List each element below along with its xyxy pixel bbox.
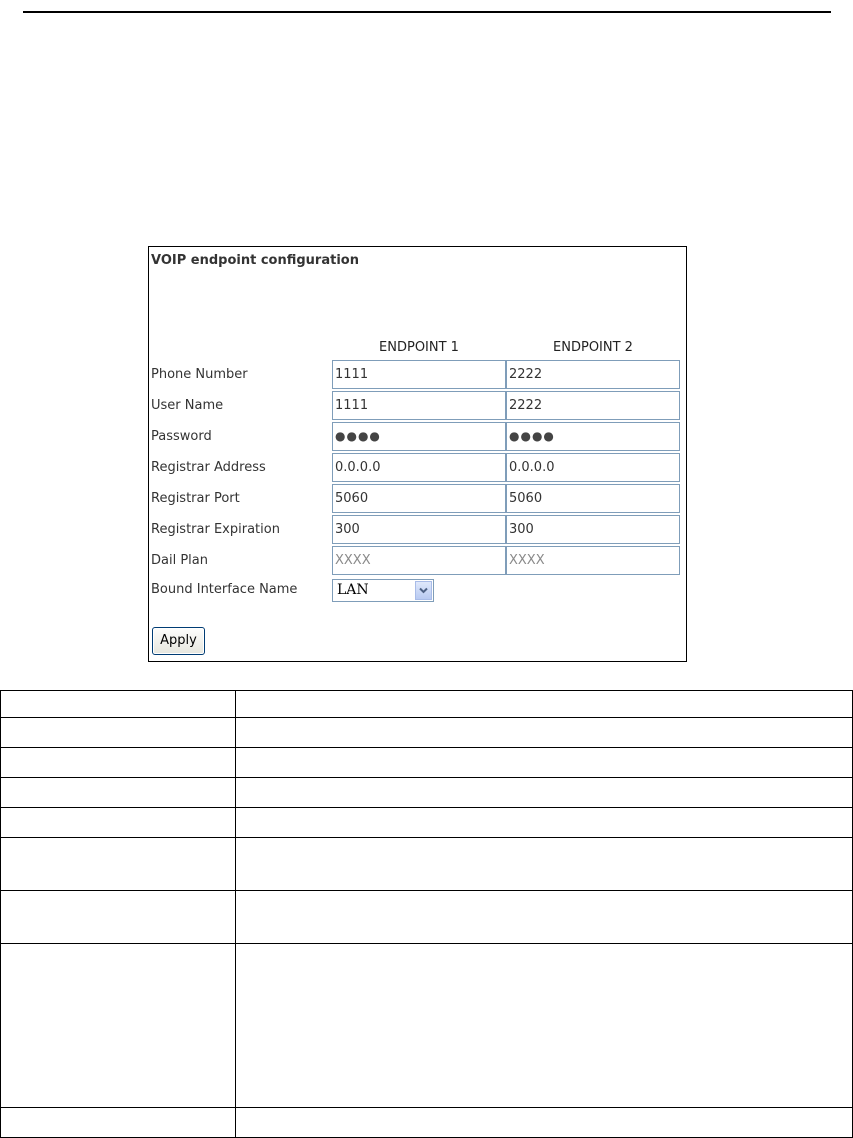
password-endpoint-1-input[interactable]: ●●●● [332, 422, 506, 451]
table-cell-name [1, 718, 236, 748]
column-header-endpoint-1: ENDPOINT 1 [379, 340, 459, 355]
label-registrar-expiration: Registrar Expiration [151, 522, 280, 537]
table-cell-name [1, 778, 236, 808]
table-cell-description [236, 778, 853, 808]
table-cell-name [1, 1108, 236, 1138]
bound-interface-selected-value: LAN [337, 582, 369, 598]
registrar-port-endpoint-2-input[interactable]: 5060 [506, 484, 680, 513]
table-cell-description [236, 838, 853, 891]
label-dial-plan: Dail Plan [151, 553, 208, 568]
label-user-name: User Name [151, 398, 224, 413]
table-row [1, 778, 853, 808]
registrar-port-endpoint-1-input[interactable]: 5060 [332, 484, 506, 513]
registrar-expiration-endpoint-2-input[interactable]: 300 [506, 515, 680, 544]
table-cell-name [1, 748, 236, 778]
registrar-address-endpoint-1-input[interactable]: 0.0.0.0 [332, 453, 506, 482]
label-registrar-address: Registrar Address [151, 460, 266, 475]
phone-number-endpoint-1-input[interactable]: 1111 [332, 360, 506, 389]
panel-title: VOIP endpoint configuration [151, 253, 359, 268]
dial-plan-endpoint-2-input[interactable]: XXXX [506, 546, 680, 575]
table-cell-description [236, 691, 853, 718]
apply-button[interactable]: Apply [152, 627, 205, 655]
description-table [0, 690, 853, 1138]
label-password: Password [151, 429, 212, 444]
table-cell-description [236, 718, 853, 748]
chevron-down-icon[interactable] [415, 581, 432, 600]
table-cell-name [1, 944, 236, 1108]
dial-plan-endpoint-1-input[interactable]: XXXX [332, 546, 506, 575]
table-cell-description [236, 944, 853, 1108]
column-header-endpoint-2: ENDPOINT 2 [553, 340, 633, 355]
user-name-endpoint-1-input[interactable]: 1111 [332, 391, 506, 420]
table-row [1, 718, 853, 748]
chevron-down-glyph [419, 587, 428, 594]
phone-number-endpoint-2-input[interactable]: 2222 [506, 360, 680, 389]
table-row [1, 944, 853, 1108]
voip-endpoint-panel [148, 246, 687, 662]
table-row [1, 1108, 853, 1138]
table-cell-description [236, 808, 853, 838]
table-row [1, 838, 853, 891]
table-row [1, 891, 853, 944]
table-cell-name [1, 838, 236, 891]
label-bound-interface-name: Bound Interface Name [151, 582, 298, 597]
table-cell-description [236, 891, 853, 944]
table-cell-description [236, 1108, 853, 1138]
bound-interface-select[interactable] [332, 579, 434, 602]
registrar-address-endpoint-2-input[interactable]: 0.0.0.0 [506, 453, 680, 482]
top-rule [23, 11, 831, 13]
table-row [1, 748, 853, 778]
table-row [1, 691, 853, 718]
label-phone-number: Phone Number [151, 367, 248, 382]
label-registrar-port: Registrar Port [151, 491, 240, 506]
user-name-endpoint-2-input[interactable]: 2222 [506, 391, 680, 420]
password-endpoint-2-input[interactable]: ●●●● [506, 422, 680, 451]
table-row [1, 808, 853, 838]
registrar-expiration-endpoint-1-input[interactable]: 300 [332, 515, 506, 544]
table-cell-name [1, 891, 236, 944]
table-cell-name [1, 691, 236, 718]
table-cell-description [236, 748, 853, 778]
table-cell-name [1, 808, 236, 838]
